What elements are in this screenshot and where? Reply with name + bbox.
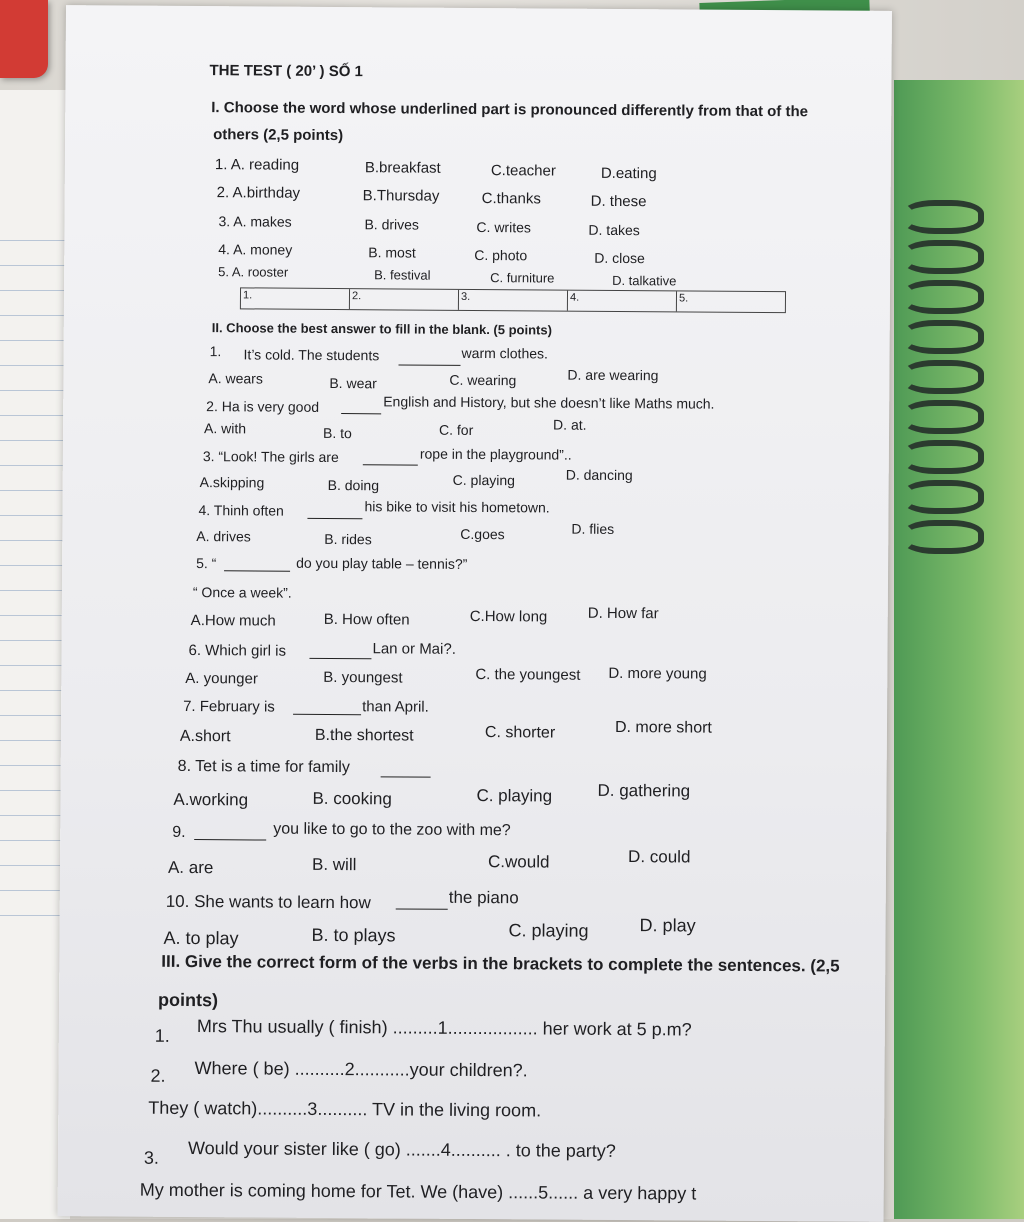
option: D. are wearing: [567, 366, 659, 384]
option: B.breakfast: [364, 159, 441, 177]
option: D. close: [594, 249, 645, 267]
question-number: 1.: [209, 343, 222, 360]
question-number: 9.: [172, 823, 186, 841]
question-text: 3. “Look! The girls are: [202, 448, 339, 466]
question-text: rope in the playground”..: [419, 445, 572, 463]
option: A. younger: [185, 669, 258, 688]
question-text: 7. February is: [183, 697, 275, 716]
blank-line: [396, 907, 448, 909]
sentence-text: They ( watch)..........3.......... TV in the living room.: [148, 1097, 542, 1121]
option: C. for: [438, 421, 474, 438]
option: C.teacher: [490, 162, 556, 180]
spiral-ring: [902, 520, 984, 554]
question-text: English and History, but she doesn’t like Maths much.: [383, 393, 715, 412]
option: D. How far: [587, 604, 659, 623]
option: C.thanks: [481, 190, 541, 208]
sentence-text: Mrs Thu usually ( finish) .........1.................. her work at 5 p.m?: [196, 1016, 692, 1040]
answer-cell: 4.: [568, 291, 677, 312]
blank-line: [293, 713, 361, 715]
option: C. shorter: [484, 724, 556, 742]
option: B. youngest: [323, 668, 403, 687]
option: C. playing: [508, 920, 589, 941]
blank-line: [381, 775, 431, 777]
blank-line: [224, 569, 290, 571]
option: B. to plays: [311, 924, 396, 946]
option: C.How long: [469, 607, 548, 626]
blank-line: [341, 412, 381, 414]
option: B. most: [368, 244, 416, 261]
option: B.the shortest: [314, 726, 414, 745]
question-text: It’s cold. The students: [243, 346, 380, 364]
blank-line: [399, 363, 461, 365]
test-paper: [58, 5, 892, 1222]
spiral-ring: [902, 200, 984, 234]
option: B. wear: [329, 374, 377, 392]
option: A.short: [179, 727, 231, 746]
option: 3. A. makes: [218, 213, 292, 230]
blank-line: [309, 657, 371, 659]
sentence-text: My mother is coming home for Tet. We (have) ......5...... a very happy t: [139, 1179, 697, 1204]
option: D. more young: [608, 664, 707, 683]
answer-table: [240, 287, 786, 313]
answer-cell: 2.: [350, 289, 459, 310]
option: A. to play: [163, 927, 239, 949]
option: A.How much: [190, 612, 276, 630]
question-text: you like to go to the zoo with me?: [273, 820, 511, 840]
option: 2. A.birthday: [216, 184, 301, 202]
option: B. to: [322, 424, 352, 442]
section1-heading-cont: others (2,5 points): [213, 126, 344, 145]
spiral-ring: [902, 440, 984, 474]
blank-line: [194, 838, 266, 841]
option: A. with: [204, 420, 247, 437]
option: 4. A. money: [218, 241, 293, 258]
question-number: 5. “: [196, 555, 217, 572]
option: D. flies: [571, 520, 615, 537]
spiral-ring: [902, 480, 984, 514]
question-text: do you play table – tennis?”: [296, 554, 468, 572]
option: D. could: [628, 847, 691, 867]
option: D. these: [590, 192, 647, 211]
blank-line: [363, 463, 418, 465]
option: C.would: [487, 852, 550, 872]
red-object: [0, 0, 48, 78]
question-text: his bike to visit his hometown.: [364, 498, 550, 516]
question-text: warm clothes.: [461, 344, 549, 362]
option: C. writes: [476, 218, 531, 236]
section1-heading: I. Choose the word whose underlined part is pronounced differently from that of the: [211, 99, 809, 121]
sentence-number: 3.: [143, 1147, 160, 1168]
section2-heading: II. Choose the best answer to fill in the blank. (5 points): [211, 320, 553, 338]
option: C. playing: [452, 471, 516, 489]
question-text: 2. Ha is very good: [206, 398, 320, 415]
option: 5. A. rooster: [218, 264, 289, 280]
sentence-number: 2.: [150, 1065, 166, 1086]
answer-cell: 3.: [459, 290, 568, 311]
question-text: the piano: [448, 887, 519, 908]
option: C. furniture: [490, 270, 555, 286]
spiral-ring: [902, 360, 984, 394]
question-text: “ Once a week”.: [192, 584, 292, 601]
option: D. gathering: [597, 780, 691, 801]
option: C. the youngest: [475, 665, 581, 684]
option: D.eating: [600, 164, 657, 183]
option: D. at.: [553, 416, 587, 433]
answer-cell: 5.: [678, 292, 689, 305]
option: D. dancing: [565, 466, 633, 484]
option: B. rides: [324, 530, 372, 548]
option: C. wearing: [449, 371, 517, 389]
option: C. playing: [476, 786, 553, 806]
option: D. more short: [614, 718, 712, 737]
option: A. wears: [208, 370, 263, 387]
option: D. play: [639, 915, 696, 936]
spiral-ring: [902, 280, 984, 314]
section3-heading-cont: points): [157, 989, 219, 1011]
option: A.working: [173, 789, 249, 810]
option: B. doing: [327, 476, 380, 494]
question-text: 6. Which girl is: [188, 641, 287, 660]
option: D. talkative: [612, 272, 677, 289]
option: B. cooking: [312, 788, 392, 809]
option: C.goes: [460, 525, 505, 543]
option: A. drives: [196, 528, 251, 545]
option: D. takes: [588, 221, 640, 239]
option: B. will: [311, 854, 357, 875]
option: 1. A. reading: [214, 156, 300, 174]
answer-cell: 1.: [241, 288, 350, 309]
question-text: 10. She wants to learn how: [165, 891, 371, 913]
question-text: Lan or Mai?.: [372, 640, 456, 658]
spiral-ring: [902, 400, 984, 434]
question-text: 8. Tet is a time for family: [177, 757, 350, 777]
option: C. photo: [474, 246, 528, 264]
option: B. drives: [364, 216, 420, 233]
question-text: than April.: [362, 698, 429, 716]
option: A. are: [167, 857, 214, 878]
blank-line: [307, 517, 362, 519]
spiral-ring: [902, 240, 984, 274]
option: B. festival: [374, 267, 431, 283]
spiral-ring: [902, 320, 984, 354]
sentence-text: Would your sister like ( go) .......4.......... . to the party?: [187, 1137, 616, 1161]
sentence-number: 1.: [154, 1025, 170, 1046]
option: B.Thursday: [362, 187, 440, 205]
question-text: 4. Thinh often: [198, 502, 284, 519]
option: B. How often: [323, 610, 410, 629]
section3-heading: III. Give the correct form of the verbs in the brackets to complete the sentences. (2,5: [161, 951, 840, 976]
test-title: THE TEST ( 20’ ) SỐ 1: [209, 62, 363, 81]
sentence-text: Where ( be) ..........2...........your children?.: [194, 1058, 528, 1081]
option: A.skipping: [199, 474, 265, 491]
